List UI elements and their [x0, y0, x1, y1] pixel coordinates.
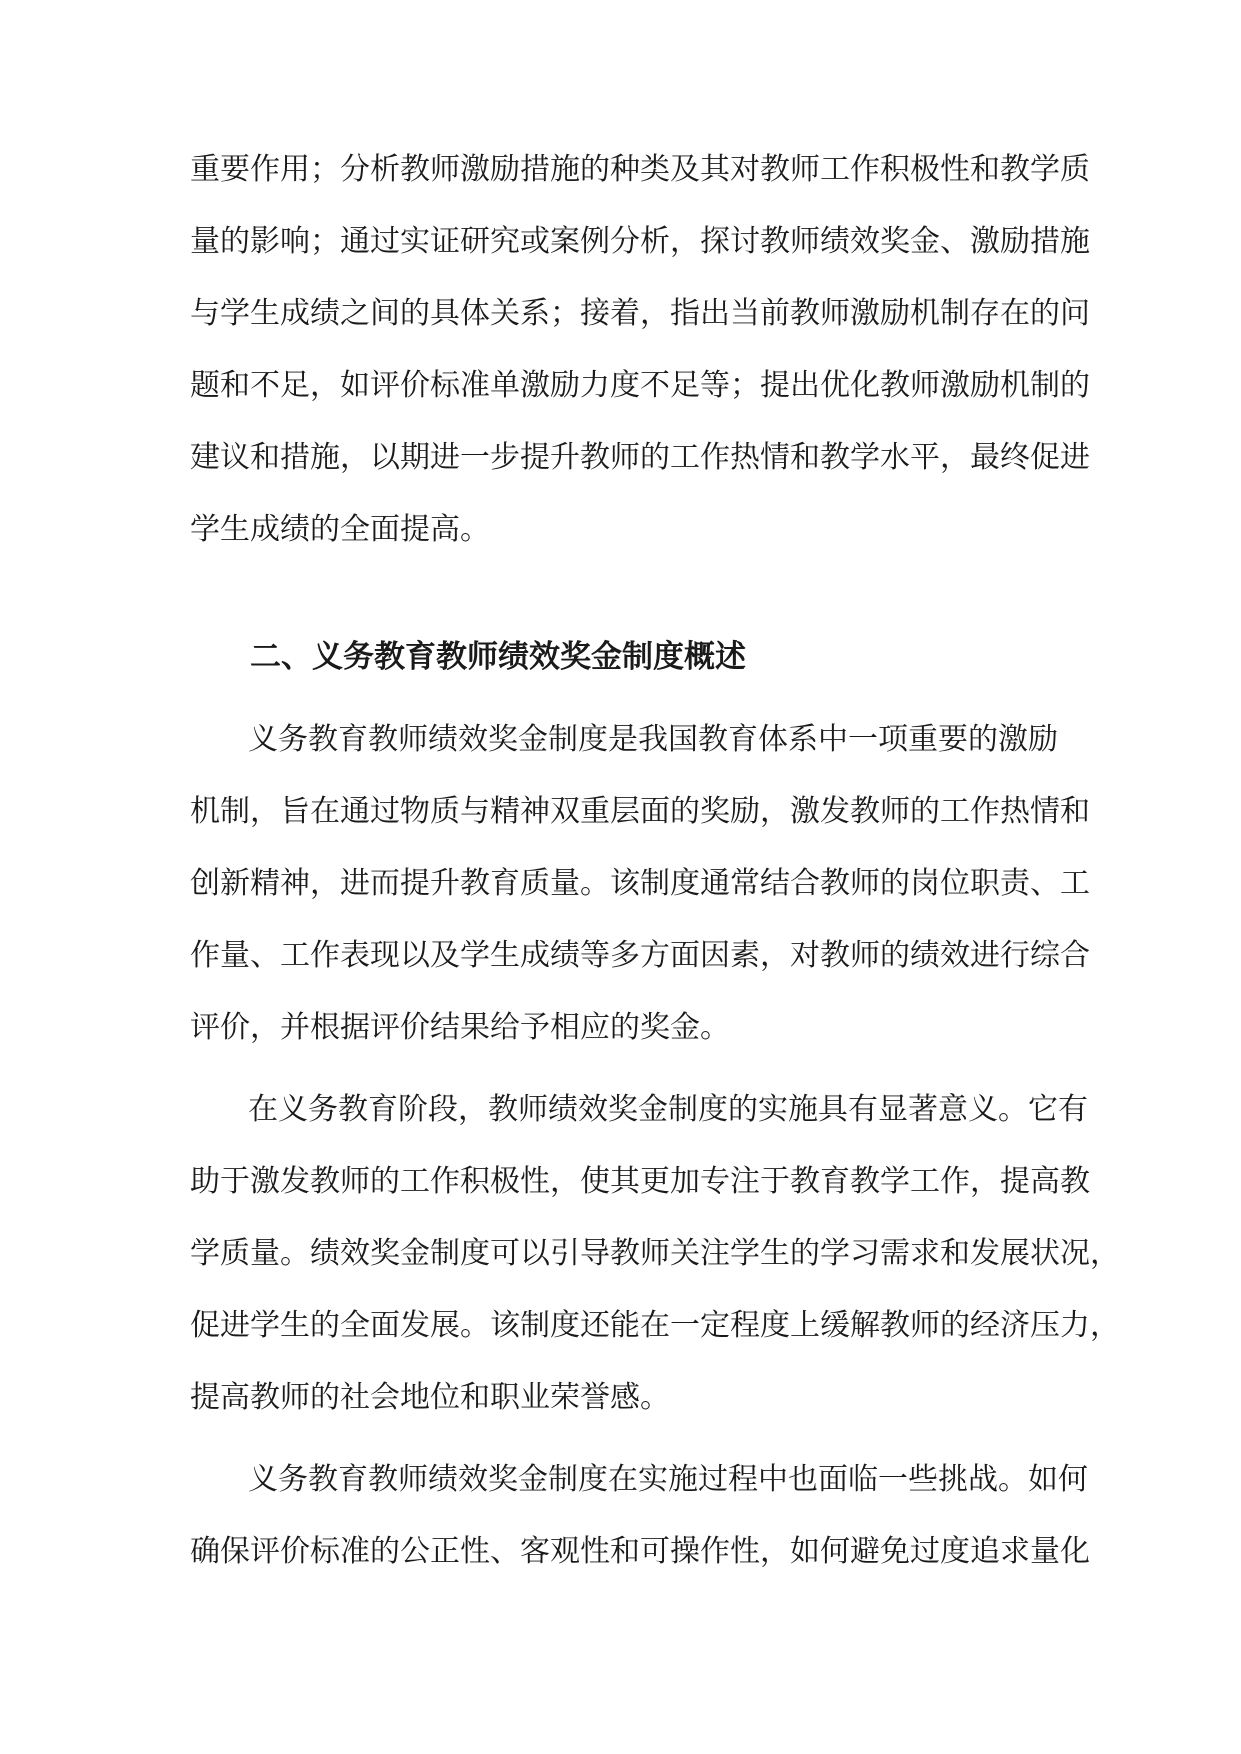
paragraph-1-line-5: 建议和措施，以期进一步提升教师的工作热情和教学水平，最终促进	[190, 440, 1090, 475]
paragraph-2-line-2: 机制，旨在通过物质与精神双重层面的奖励，激发教师的工作热情和	[190, 794, 1090, 829]
section-heading: 二、义务教育教师绩效奖金制度概述	[250, 639, 746, 675]
paragraph-3-line-3: 学质量。绩效奖金制度可以引导教师关注学生的学习需求和发展状况，	[190, 1236, 1120, 1271]
paragraph-2-line-3: 创新精神，进而提升教育质量。该制度通常结合教师的岗位职责、工	[190, 866, 1090, 901]
paragraph-1-line-6: 学生成绩的全面提高。	[190, 512, 490, 547]
paragraph-4-line-1: 义务教育教师绩效奖金制度在实施过程中也面临一些挑战。如何	[248, 1462, 1088, 1497]
paragraph-4-line-2: 确保评价标准的公正性、客观性和可操作性，如何避免过度追求量化	[190, 1534, 1090, 1569]
paragraph-2-line-5: 评价，并根据评价结果给予相应的奖金。	[190, 1010, 730, 1045]
paragraph-1-line-1: 重要作用；分析教师激励措施的种类及其对教师工作积极性和教学质	[190, 152, 1090, 187]
paragraph-1-line-2: 量的影响；通过实证研究或案例分析，探讨教师绩效奖金、激励措施	[190, 224, 1090, 259]
paragraph-1-line-4: 题和不足，如评价标准单激励力度不足等；提出优化教师激励机制的	[190, 368, 1090, 403]
paragraph-3-line-4: 促进学生的全面发展。该制度还能在一定程度上缓解教师的经济压力，	[190, 1308, 1120, 1343]
paragraph-3-line-5: 提高教师的社会地位和职业荣誉感。	[190, 1380, 670, 1415]
paragraph-2-line-4: 作量、工作表现以及学生成绩等多方面因素，对教师的绩效进行综合	[190, 938, 1090, 973]
paragraph-2-line-1: 义务教育教师绩效奖金制度是我国教育体系中一项重要的激励	[248, 722, 1058, 757]
paragraph-1-line-3: 与学生成绩之间的具体关系；接着，指出当前教师激励机制存在的问	[190, 296, 1090, 331]
paragraph-3-line-2: 助于激发教师的工作积极性，使其更加专注于教育教学工作，提高教	[190, 1164, 1090, 1199]
paragraph-3-line-1: 在义务教育阶段，教师绩效奖金制度的实施具有显著意义。它有	[248, 1092, 1088, 1127]
